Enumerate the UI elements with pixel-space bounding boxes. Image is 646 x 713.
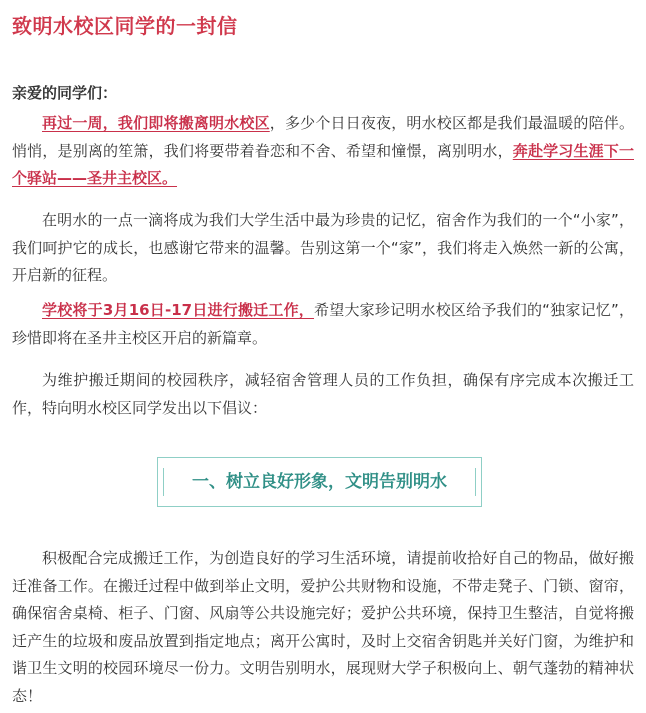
paragraph-1-text: ，多少个日日夜夜，明水校区都是我们最温暖的陪伴。悄悄，是别离的笙箫，我们将要带着眷恋和不舍、希望和憧憬，离别明水， bbox=[12, 114, 634, 160]
highlight-move-dates: 学校将于3月16日-17日进行搬迁工作， bbox=[42, 301, 315, 319]
paragraph-1 bbox=[12, 110, 634, 193]
greeting: 亲爱的同学们： bbox=[12, 84, 118, 102]
highlight-move-notice: 再过一周，我们即将搬离明水校区 bbox=[42, 114, 270, 132]
paragraph-2: 在明水的一点一滴将成为我们大学生活中最为珍贵的记忆，宿舍作为我们的一个“小家”，我们呵护它的成长，也感谢它带来的温馨。告别这第一个“家”，我们将走入焕然一新的公寓，开启新的征程。 bbox=[12, 211, 634, 284]
section-heading: 一、树立良好形象，文明告别明水 bbox=[192, 472, 447, 492]
paragraph-3 bbox=[12, 297, 634, 352]
highlight-destination: 奔赴学习生涯下一个驿站——圣井主校区。 bbox=[12, 141, 634, 187]
page-title: 致明水校区同学的一封信 bbox=[12, 14, 238, 38]
paragraph-5: 积极配合完成搬迁工作，为创造良好的学习生活环境，请提前收拾好自己的物品，做好搬迁准备工作。在搬迁过程中做到举止文明，爱护公共财物和设施，不带走凳子、门锁、窗帘，确保宿舍桌椅、柜子、门窗、风扇等公共设施完好；爱护公共环境，保持卫生整洁，自觉将搬迁产生的垃圾和废品放置到指定地点；离开公寓时，及时上交宿舍钥匙并关好门窗，为维护和谐卫生文明的校园环境尽一份力。文明告别明水，展现财大学子积极向上、朝气蓬勃的精神状态！ bbox=[12, 549, 634, 705]
paragraph-3-text: 希望大家珍记明水校区给予我们的“独家记忆”，珍惜即将在圣井主校区开启的新篇章。 bbox=[12, 301, 634, 347]
paragraph-4: 为维护搬迁期间的校园秩序，减轻宿舍管理人员的工作负担，确保有序完成本次搬迁工作，特向明水校区同学发出以下倡议： bbox=[12, 371, 634, 417]
section-heading-box bbox=[157, 457, 482, 507]
